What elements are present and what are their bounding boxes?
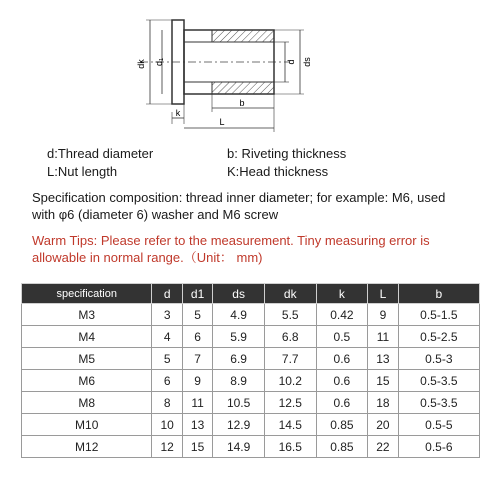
table-row xyxy=(22,348,480,370)
legend-L: L:Nut length xyxy=(47,164,118,179)
cell: 20 xyxy=(368,414,398,436)
cell: M12 xyxy=(22,436,152,458)
cell: M4 xyxy=(22,326,152,348)
cell: 0.5-3.5 xyxy=(398,370,479,392)
header-d: d xyxy=(152,284,182,304)
cell: 8.9 xyxy=(213,370,265,392)
label-d1: d₁ xyxy=(154,57,164,67)
table-row xyxy=(22,370,480,392)
label-d: d xyxy=(286,59,296,65)
cell: 12.9 xyxy=(213,414,265,436)
legend-b: b: Riveting thickness xyxy=(227,146,347,161)
cell: 18 xyxy=(368,392,398,414)
cell: 9 xyxy=(368,304,398,326)
cell: 0.5-3 xyxy=(398,348,479,370)
cell: 11 xyxy=(182,392,212,414)
header-b: b xyxy=(398,284,479,304)
cell: 0.5-3.5 xyxy=(398,392,479,414)
cell: 16.5 xyxy=(264,436,316,458)
specification-text: Specification composition: thread inner diameter; for example: M6, used with φ6 (diameter 6) washer and M6 screw xyxy=(32,190,446,222)
cell: 8 xyxy=(152,392,182,414)
dimension-legend xyxy=(47,145,467,181)
cell: 10.5 xyxy=(213,392,265,414)
header-k: k xyxy=(316,284,368,304)
cell: 5 xyxy=(152,348,182,370)
cell: 9 xyxy=(182,370,212,392)
cell: 10 xyxy=(152,414,182,436)
table-row xyxy=(22,392,480,414)
cell: 4 xyxy=(152,326,182,348)
table-row xyxy=(22,326,480,348)
header-dk: dk xyxy=(264,284,316,304)
cell: M3 xyxy=(22,304,152,326)
table-row xyxy=(22,304,480,326)
cell: M10 xyxy=(22,414,152,436)
header-d1: d1 xyxy=(182,284,212,304)
specification-table xyxy=(21,283,480,458)
wall-bottom xyxy=(212,82,274,94)
table-row xyxy=(22,414,480,436)
header-specification: specification xyxy=(22,284,152,304)
cell: 0.5-1.5 xyxy=(398,304,479,326)
cell: 11 xyxy=(368,326,398,348)
cell: 7 xyxy=(182,348,212,370)
table-header-row xyxy=(22,284,480,304)
wall-top xyxy=(212,30,274,42)
legend-d: d:Thread diameter xyxy=(47,146,154,161)
cell: 0.6 xyxy=(316,370,368,392)
legend-K: K:Head thickness xyxy=(227,164,329,179)
cell: 0.42 xyxy=(316,304,368,326)
cell: 14.5 xyxy=(264,414,316,436)
label-ds: ds xyxy=(302,57,312,67)
cell: 6 xyxy=(152,370,182,392)
cell: 0.85 xyxy=(316,436,368,458)
rivet-nut-drawing xyxy=(0,0,500,136)
table-row xyxy=(22,436,480,458)
cell: 0.85 xyxy=(316,414,368,436)
cell: 22 xyxy=(368,436,398,458)
cell: 0.6 xyxy=(316,348,368,370)
cell: 15 xyxy=(182,436,212,458)
cell: 6.9 xyxy=(213,348,265,370)
cell: 12.5 xyxy=(264,392,316,414)
cell: 0.6 xyxy=(316,392,368,414)
cell: M5 xyxy=(22,348,152,370)
cell: 7.7 xyxy=(264,348,316,370)
label-k: k xyxy=(175,108,181,118)
cell: 14.9 xyxy=(213,436,265,458)
header-L: L xyxy=(368,284,398,304)
label-dk: dk xyxy=(136,59,146,69)
cell: 5 xyxy=(182,304,212,326)
cell: 12 xyxy=(152,436,182,458)
cell: 13 xyxy=(368,348,398,370)
header-ds: ds xyxy=(213,284,265,304)
cell: 15 xyxy=(368,370,398,392)
label-L: L xyxy=(219,117,225,127)
cell: 0.5-5 xyxy=(398,414,479,436)
cell: 0.5 xyxy=(316,326,368,348)
cell: 6 xyxy=(182,326,212,348)
cell: M8 xyxy=(22,392,152,414)
cell: 0.5-2.5 xyxy=(398,326,479,348)
cell: 13 xyxy=(182,414,212,436)
cell: M6 xyxy=(22,370,152,392)
warm-tips: Warm Tips: Please refer to the measurement. Tiny measuring error is allowable in normal range.（Unit： mm) xyxy=(32,233,430,265)
cell: 4.9 xyxy=(213,304,265,326)
label-b: b xyxy=(239,98,245,108)
cell: 10.2 xyxy=(264,370,316,392)
cell: 0.5-6 xyxy=(398,436,479,458)
cell: 5.5 xyxy=(264,304,316,326)
cell: 3 xyxy=(152,304,182,326)
cell: 6.8 xyxy=(264,326,316,348)
cell: 5.9 xyxy=(213,326,265,348)
